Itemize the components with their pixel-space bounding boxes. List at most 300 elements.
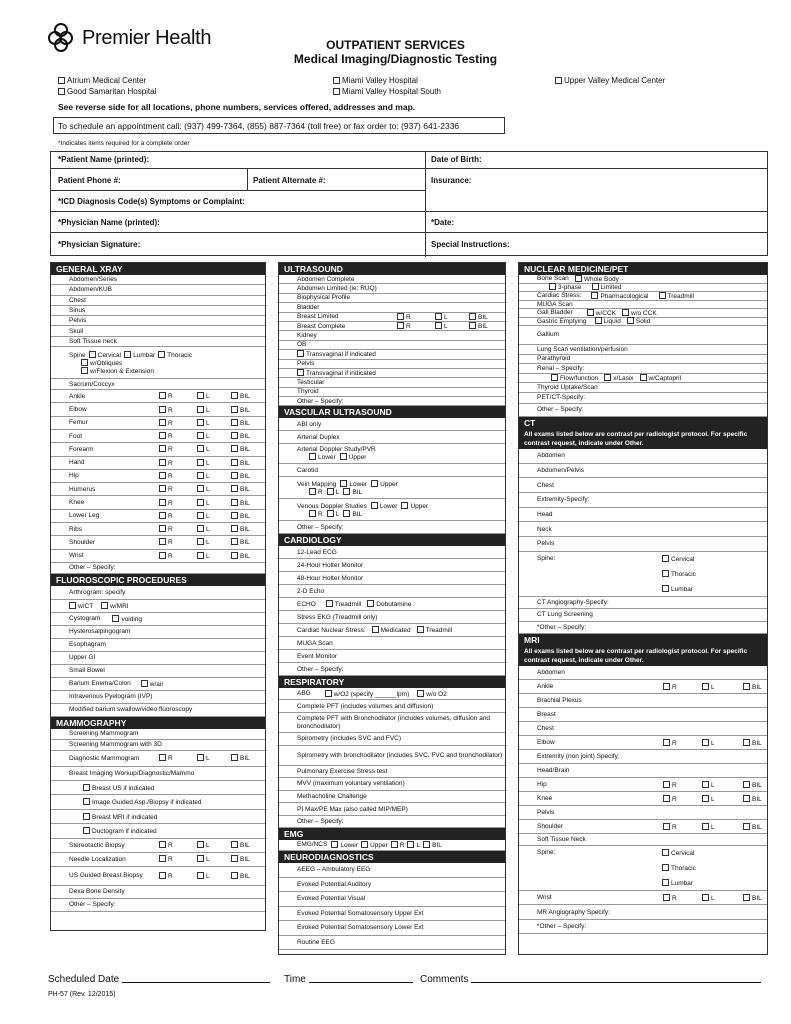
checkbox[interactable]	[743, 683, 750, 690]
xray-rlb-item[interactable]: Foot R L BIL	[51, 430, 265, 443]
checkbox[interactable]	[663, 823, 670, 830]
bilateral-option[interactable]: BIL	[343, 489, 362, 496]
bone-scan-options[interactable]	[519, 284, 767, 293]
checkbox[interactable]	[331, 841, 338, 848]
bilateral-option[interactable]: BIL	[743, 795, 762, 803]
cardio-item[interactable]: 48-Hour Holter Monitor	[279, 572, 505, 585]
checkbox[interactable]	[159, 432, 166, 439]
checkbox[interactable]	[417, 626, 424, 633]
neuro-item[interactable]: Routine EEG	[279, 936, 505, 951]
workup-checkbox[interactable]: Image Guided Asp./Biopsy if indicated	[83, 798, 201, 806]
dobutamine-option[interactable]: Dobutamine	[367, 600, 411, 608]
ct-item[interactable]: Chest	[519, 478, 767, 493]
checkbox[interactable]	[231, 432, 238, 439]
right-option[interactable]: R	[397, 322, 411, 330]
left-option[interactable]: L	[197, 392, 210, 400]
right-option[interactable]: R	[391, 841, 405, 849]
mri-spine[interactable]: Spine: Cervical Thoracic Lumbar	[519, 846, 767, 891]
neuro-item[interactable]: Evoked Potential Auditory	[279, 878, 505, 893]
checkbox[interactable]	[81, 359, 88, 366]
bilateral-option[interactable]: BIL	[231, 419, 250, 427]
checkbox[interactable]	[297, 369, 304, 376]
lung-scan[interactable]: Lung Scan ventilation/perfusion	[519, 345, 767, 355]
right-option[interactable]: R	[159, 445, 173, 453]
mri-item[interactable]: Breast	[519, 708, 767, 722]
us-item[interactable]: Biophysical Profile	[279, 294, 505, 303]
left-option[interactable]: L	[197, 406, 210, 414]
mri-item[interactable]: Head/Brain	[519, 764, 767, 778]
bone-scan[interactable]: Bone Scan Whole Body	[519, 275, 767, 284]
checkbox[interactable]	[397, 313, 404, 320]
ct-item[interactable]: Neck	[519, 522, 767, 537]
xray-item[interactable]: Chest	[51, 296, 265, 306]
left-option[interactable]: L	[702, 894, 715, 902]
spine-option[interactable]: Cervical	[662, 849, 694, 857]
bilateral-option[interactable]: BIL	[231, 472, 250, 480]
three-phase-option[interactable]: 3-phase	[549, 283, 582, 291]
right-option[interactable]: R	[663, 683, 677, 691]
mri-knee[interactable]: Knee R L BIL	[519, 792, 767, 806]
mri-shoulder[interactable]: Shoulder R L BIL	[519, 820, 767, 834]
bilateral-option[interactable]: BIL	[423, 841, 442, 849]
insurance-field[interactable]: Insurance:	[431, 176, 472, 185]
checkbox[interactable]	[592, 283, 599, 290]
left-option[interactable]: L	[197, 445, 210, 453]
checkbox[interactable]	[81, 367, 88, 374]
neuro-item[interactable]: Evoked Potential Visual	[279, 892, 505, 907]
us-item[interactable]: OB	[279, 341, 505, 350]
mammo-rlb-item[interactable]: Stereotactic Biopsy R L BIL	[51, 839, 265, 853]
cardio-item[interactable]: 12-Lead ECG	[279, 546, 505, 559]
vasc-other[interactable]: Other – Specify:	[279, 521, 505, 534]
xray-rlb-item[interactable]: Elbow R L BIL	[51, 403, 265, 416]
bilateral-option[interactable]: BIL	[231, 512, 250, 520]
right-option[interactable]: R	[159, 485, 173, 493]
checkbox[interactable]	[702, 894, 709, 901]
right-option[interactable]: R	[159, 841, 173, 849]
xray-rlb-item[interactable]: Ankle R L BIL	[51, 390, 265, 403]
checkbox[interactable]	[231, 392, 238, 399]
transvaginal-option[interactable]: Transvaginal if indicated	[297, 350, 376, 358]
arterial-doppler[interactable]: Arterial Doppler Study/PVR Lower Upper	[279, 444, 505, 464]
bilateral-option[interactable]: BIL	[743, 739, 762, 747]
treadmill-option[interactable]: Treadmill	[659, 292, 695, 300]
voiding-option[interactable]: voiding	[112, 615, 142, 623]
right-option[interactable]: R	[159, 499, 173, 507]
bilateral-option[interactable]: BIL	[231, 406, 250, 414]
wair-option[interactable]: w/air	[141, 680, 164, 688]
checkbox[interactable]	[83, 827, 90, 834]
fluoro-item[interactable]: Intravenous Pyelogram (IVP)	[51, 691, 265, 704]
checkbox[interactable]	[391, 841, 398, 848]
mri-abdomen[interactable]: Abdomen	[519, 666, 767, 680]
checkbox[interactable]	[627, 317, 634, 324]
resp-other[interactable]: Other – Specify:	[279, 816, 505, 828]
checkbox[interactable]	[197, 499, 204, 506]
lower-option[interactable]: Lower	[371, 503, 398, 510]
xray-other[interactable]: Other – Specify:	[51, 563, 265, 574]
checkbox[interactable]	[340, 480, 347, 487]
location-miami-valley[interactable]: Miami Valley Hospital	[333, 76, 418, 85]
checkbox[interactable]	[743, 823, 750, 830]
checkbox[interactable]	[662, 585, 669, 592]
arthrogram-option[interactable]: w/MRI	[101, 602, 128, 610]
breast-complete[interactable]: Breast Complete R L BIL	[279, 322, 505, 331]
right-option[interactable]: R	[159, 525, 173, 533]
liquid-option[interactable]: Liquid	[595, 317, 621, 325]
checkbox[interactable]	[197, 485, 204, 492]
arthrogram-item[interactable]: Arthrogram: specify	[51, 586, 265, 600]
renal-option[interactable]: x/Lasix	[604, 374, 633, 382]
right-option[interactable]: R	[159, 392, 173, 400]
cardio-item[interactable]: 24-Hour Holter Monitor	[279, 559, 505, 572]
mammo-workup[interactable]: Breast Imaging Workup/Diagnostic/Mammo	[51, 767, 265, 781]
bilateral-option[interactable]: BIL	[231, 499, 250, 507]
mammo-rlb-item[interactable]: Needle Localization R L BIL	[51, 853, 265, 867]
ct-item[interactable]: Head	[519, 508, 767, 523]
xray-item[interactable]: Abdomen/Series	[51, 275, 265, 285]
fluoro-item[interactable]: Upper GI	[51, 652, 265, 665]
checkbox[interactable]	[89, 351, 96, 358]
mammo-item[interactable]: Screening Mammogram	[51, 729, 265, 740]
spine-sub-option[interactable]: w/Flexion & Extension	[81, 368, 154, 375]
checkbox[interactable]	[309, 510, 316, 517]
right-option[interactable]: R	[663, 795, 677, 803]
dexa-item[interactable]: Dexa Bone Density	[51, 886, 265, 899]
checkbox[interactable]	[401, 502, 408, 509]
checkbox[interactable]	[231, 459, 238, 466]
ct-item[interactable]: Extremity-Specify:	[519, 493, 767, 508]
left-option[interactable]: L	[197, 419, 210, 427]
checkbox[interactable]	[197, 525, 204, 532]
xray-item[interactable]: Soft Tissue neck	[51, 337, 265, 347]
ct-item[interactable]: Abdomen	[519, 449, 767, 464]
mri-pelvis[interactable]: Pelvis	[519, 806, 767, 820]
checkbox[interactable]	[159, 754, 166, 761]
checkbox[interactable]	[159, 538, 166, 545]
icd-field[interactable]: *ICD Diagnosis Code(s) Symptoms or Complaint:	[58, 197, 245, 206]
right-option[interactable]: R	[159, 432, 173, 440]
us-item[interactable]: Abdomen Complete	[279, 275, 505, 284]
xray-rlb-item[interactable]: Hip R L BIL	[51, 470, 265, 483]
right-option[interactable]: R	[159, 872, 173, 880]
checkbox[interactable]	[743, 894, 750, 901]
resp-item[interactable]: Spirometry with bronchodilator (includes SVC, FVC and bronchodilator)	[279, 746, 505, 766]
left-option[interactable]: L	[197, 754, 210, 762]
cardio-item[interactable]: Event Monitor	[279, 650, 505, 663]
checkbox[interactable]	[159, 512, 166, 519]
checkbox[interactable]	[159, 485, 166, 492]
us-other[interactable]: Other – Specify:	[279, 397, 505, 406]
us-item[interactable]: Abdomen Limited (ie: RUQ)	[279, 284, 505, 293]
cardio-other[interactable]: Other – Specify:	[279, 663, 505, 676]
us-item[interactable]: Kidney	[279, 331, 505, 340]
bilateral-option[interactable]: BIL	[743, 781, 762, 789]
checkbox[interactable]	[702, 683, 709, 690]
resp-item[interactable]: PI Max/PE Max (also called MIP/MEP)	[279, 803, 505, 816]
checkbox[interactable]	[702, 739, 709, 746]
renal-options[interactable]	[519, 374, 767, 384]
left-option[interactable]: L	[197, 512, 210, 520]
left-option[interactable]: L	[197, 552, 210, 560]
lower-option[interactable]: Lower	[340, 481, 367, 488]
checkbox[interactable]	[662, 570, 669, 577]
gallium[interactable]: Gallium	[519, 326, 767, 345]
carotid-item[interactable]: Carotid	[279, 464, 505, 477]
barium-item[interactable]: Barium Enema/Colon w/air	[51, 678, 265, 691]
workup-checkbox[interactable]: Breast MRI if indicated	[83, 813, 157, 821]
bilateral-option[interactable]: BIL	[743, 823, 762, 831]
mri-hip[interactable]: Hip R L BIL	[519, 778, 767, 792]
checkbox[interactable]	[604, 374, 611, 381]
checkbox[interactable]	[197, 872, 204, 879]
left-option[interactable]: L	[197, 538, 210, 546]
checkbox[interactable]	[159, 419, 166, 426]
left-option[interactable]: L	[435, 322, 448, 330]
checkbox[interactable]	[197, 472, 204, 479]
checkbox[interactable]	[231, 538, 238, 545]
transvaginal-pelvis[interactable]	[279, 369, 505, 378]
checkbox[interactable]	[159, 499, 166, 506]
checkbox[interactable]	[743, 795, 750, 802]
checkbox[interactable]	[702, 795, 709, 802]
bilateral-option[interactable]: BIL	[469, 313, 488, 321]
checkbox[interactable]	[663, 739, 670, 746]
bilateral-option[interactable]: BIL	[231, 445, 250, 453]
left-option[interactable]: L	[197, 872, 210, 880]
dob-field[interactable]: Date of Birth:	[431, 155, 482, 164]
left-option[interactable]: L	[197, 472, 210, 480]
xray-rlb-item[interactable]: Forearm R L BIL	[51, 443, 265, 456]
checkbox[interactable]	[417, 690, 424, 697]
ct-item[interactable]: Pelvis	[519, 537, 767, 552]
checkbox[interactable]	[372, 626, 379, 633]
spine-sub-option[interactable]: w/Obliques	[81, 360, 122, 367]
vasc-item[interactable]: ABI only	[279, 418, 505, 431]
checkbox[interactable]	[361, 841, 368, 848]
sacrum-item[interactable]: Sacrum/Coccyx	[51, 379, 265, 390]
checkbox[interactable]	[83, 784, 90, 791]
left-option[interactable]: L	[327, 489, 340, 496]
cardiac-stress[interactable]: Cardiac Stress: Pharmacological Treadmill	[519, 292, 767, 301]
checkbox[interactable]	[702, 781, 709, 788]
checkbox[interactable]	[141, 680, 148, 687]
checkbox[interactable]	[662, 555, 669, 562]
right-option[interactable]: R	[663, 823, 677, 831]
checkbox[interactable]	[231, 872, 238, 879]
checkbox[interactable]	[231, 406, 238, 413]
ct-spine[interactable]: Spine: Cervical Thoracic Lumbar	[519, 552, 767, 597]
gastric-emptying[interactable]: Gastric Emptying Liquid Solid	[519, 318, 767, 327]
checkbox[interactable]	[659, 292, 666, 299]
checkbox[interactable]	[367, 600, 374, 607]
left-option[interactable]: L	[197, 485, 210, 493]
bilateral-option[interactable]: BIL	[231, 525, 250, 533]
checkbox[interactable]	[231, 499, 238, 506]
left-option[interactable]: L	[702, 781, 715, 789]
left-option[interactable]: L	[702, 739, 715, 747]
resp-item[interactable]: Pulmonary Exercise Stress test	[279, 766, 505, 779]
checkbox[interactable]	[159, 392, 166, 399]
left-option[interactable]: L	[197, 841, 210, 849]
cardio-item[interactable]: 2-D Echo	[279, 585, 505, 598]
spine-option[interactable]: Thoracic	[662, 570, 696, 578]
transvaginal-ob[interactable]	[279, 350, 505, 359]
fluoro-item[interactable]: Esophagram	[51, 639, 265, 652]
checkbox[interactable]	[197, 754, 204, 761]
checkbox[interactable]	[407, 841, 414, 848]
right-option[interactable]: R	[663, 894, 677, 902]
checkbox[interactable]	[231, 525, 238, 532]
fluoro-item[interactable]: Small Bowel	[51, 665, 265, 678]
checkbox[interactable]	[69, 602, 76, 609]
spine-option[interactable]: Lumbar	[662, 585, 693, 593]
checkbox[interactable]	[197, 459, 204, 466]
spine-option[interactable]: Cervical	[89, 352, 121, 359]
ct-item[interactable]: CT Lung Screening	[519, 609, 767, 622]
right-option[interactable]: R	[159, 855, 173, 863]
time-field[interactable]: Time	[284, 974, 413, 985]
checkbox[interactable]	[343, 488, 350, 495]
checkbox[interactable]	[159, 472, 166, 479]
fluoro-item[interactable]: Hysterosalpingogram	[51, 626, 265, 639]
checkbox[interactable]	[158, 351, 165, 358]
checkbox[interactable]	[231, 754, 238, 761]
right-option[interactable]: R	[159, 406, 173, 414]
breast-limited[interactable]: Breast Limited R L BIL	[279, 313, 505, 322]
xray-item[interactable]: Skull	[51, 326, 265, 336]
xray-rlb-item[interactable]: Knee R L BIL	[51, 496, 265, 509]
bilateral-option[interactable]: BIL	[743, 894, 762, 902]
workup-option[interactable]	[51, 781, 265, 796]
pet-ct[interactable]: PET/CT-Specify:	[519, 393, 767, 404]
checkbox[interactable]	[159, 841, 166, 848]
mri-soft-tissue[interactable]: Soft Tissue Neck	[519, 834, 767, 846]
checkbox[interactable]	[231, 485, 238, 492]
checkbox[interactable]	[309, 453, 316, 460]
resp-item[interactable]: Methacholine Challenge	[279, 791, 505, 804]
venous-doppler[interactable]: Venous Doppler Studies Lower Upper R L BIL	[279, 499, 505, 521]
checkbox[interactable]	[587, 309, 594, 316]
checkbox[interactable]	[309, 488, 316, 495]
checkbox[interactable]	[159, 459, 166, 466]
checkbox[interactable]	[435, 322, 442, 329]
xray-item[interactable]: Sinus	[51, 306, 265, 316]
bilateral-option[interactable]: BIL	[231, 392, 250, 400]
spine-item[interactable]: Spine Cervical Lumbar Thoracic w/Obliques w/Flexion & Extension	[51, 347, 265, 379]
checkbox[interactable]	[83, 798, 90, 805]
abg-item[interactable]: ABG w/O2 (specify ______lpm) w/o O2	[279, 688, 505, 700]
xray-rlb-item[interactable]: Ribs R L BIL	[51, 523, 265, 536]
left-option[interactable]: L	[702, 683, 715, 691]
mammo-other[interactable]: Other – Specify:	[51, 899, 265, 912]
checkbox[interactable]	[231, 855, 238, 862]
left-option[interactable]: L	[197, 855, 210, 863]
checkbox[interactable]	[326, 600, 333, 607]
pharmacological-option[interactable]: Pharmacological	[591, 292, 648, 300]
parathyroid[interactable]: Parathyroid	[519, 355, 767, 365]
patient-phone-field[interactable]: Patient Phone #:	[58, 176, 121, 185]
location-upper-valley[interactable]: Upper Valley Medical Center	[555, 76, 665, 85]
workup-option[interactable]	[51, 810, 265, 825]
bilateral-option[interactable]: BIL	[343, 511, 362, 518]
patient-alt-field[interactable]: Patient Alternate #:	[253, 176, 326, 185]
left-option[interactable]: L	[702, 795, 715, 803]
checkbox[interactable]	[702, 823, 709, 830]
special-instructions-field[interactable]: Special Instructions:	[431, 240, 510, 249]
left-option[interactable]: L	[435, 313, 448, 321]
location-good-samaritan[interactable]: Good Samaritan Hospital	[58, 87, 156, 96]
checkbox[interactable]	[197, 419, 204, 426]
right-option[interactable]: R	[397, 313, 411, 321]
checkbox[interactable]	[371, 480, 378, 487]
checkbox[interactable]	[101, 602, 108, 609]
checkbox[interactable]	[124, 351, 131, 358]
checkbox[interactable]	[663, 781, 670, 788]
upper-option[interactable]: Upper	[340, 454, 367, 461]
ct-other[interactable]: *Other – Specify:	[519, 622, 767, 635]
date-field[interactable]: *Date:	[431, 218, 455, 227]
spine-option[interactable]: Cervical	[662, 555, 694, 563]
upper-option[interactable]: Upper	[401, 503, 428, 510]
whole-body-option[interactable]: Whole Body	[575, 275, 619, 283]
wcck-option[interactable]: w/CCK	[587, 309, 616, 317]
checkbox[interactable]	[663, 683, 670, 690]
checkbox[interactable]	[423, 841, 430, 848]
mri-other[interactable]: *Other – Specify:	[519, 920, 767, 934]
mri-ankle[interactable]: Ankle R L BIL	[519, 680, 767, 694]
left-option[interactable]: L	[702, 823, 715, 831]
checkbox[interactable]	[297, 350, 304, 357]
checkbox[interactable]	[640, 374, 647, 381]
checkbox[interactable]	[159, 445, 166, 452]
patient-name-field[interactable]: *Patient Name (printed):	[58, 155, 150, 164]
checkbox[interactable]	[551, 374, 558, 381]
echo-item[interactable]: ECHO Treadmill Dobutamine	[279, 598, 505, 611]
cystogram-item[interactable]: Cystogram voiding	[51, 613, 265, 626]
nuclear-stress[interactable]: Cardiac Nuclear Stress: Medicated Treadmill	[279, 624, 505, 637]
lower-option[interactable]: Lower	[309, 454, 336, 461]
checkbox[interactable]	[231, 472, 238, 479]
checkbox[interactable]	[663, 894, 670, 901]
wocck-option[interactable]: w/o CCK	[622, 309, 657, 317]
xray-rlb-item[interactable]: Femur R L BIL	[51, 417, 265, 430]
xray-rlb-item[interactable]: Wrist R L BIL	[51, 550, 265, 563]
treadmill-option[interactable]: Treadmill	[326, 600, 362, 608]
checkbox[interactable]	[662, 879, 669, 886]
checkbox[interactable]	[595, 317, 602, 324]
transvaginal-option[interactable]: Transvaginal if indicated	[297, 369, 376, 377]
bilateral-option[interactable]: BIL	[231, 855, 250, 863]
checkbox[interactable]	[197, 512, 204, 519]
checkbox[interactable]	[159, 406, 166, 413]
cardio-item[interactable]: MUGA Scan	[279, 637, 505, 650]
spine-option[interactable]: Thoracic	[158, 352, 192, 359]
renal-option[interactable]: Flow/function	[551, 374, 598, 382]
left-option[interactable]: L	[197, 525, 210, 533]
upper-option[interactable]: Upper	[371, 481, 398, 488]
checkbox[interactable]	[159, 872, 166, 879]
checkbox[interactable]	[343, 510, 350, 517]
physician-name-field[interactable]: *Physician Name (printed):	[58, 218, 160, 227]
checkbox[interactable]	[159, 525, 166, 532]
right-option[interactable]: R	[159, 552, 173, 560]
checkbox[interactable]	[397, 322, 404, 329]
scheduled-date-field[interactable]: Scheduled Date	[48, 974, 270, 985]
workup-checkbox[interactable]: Breast US if indicated	[83, 784, 155, 792]
checkbox[interactable]	[197, 432, 204, 439]
left-option[interactable]: L	[197, 499, 210, 507]
